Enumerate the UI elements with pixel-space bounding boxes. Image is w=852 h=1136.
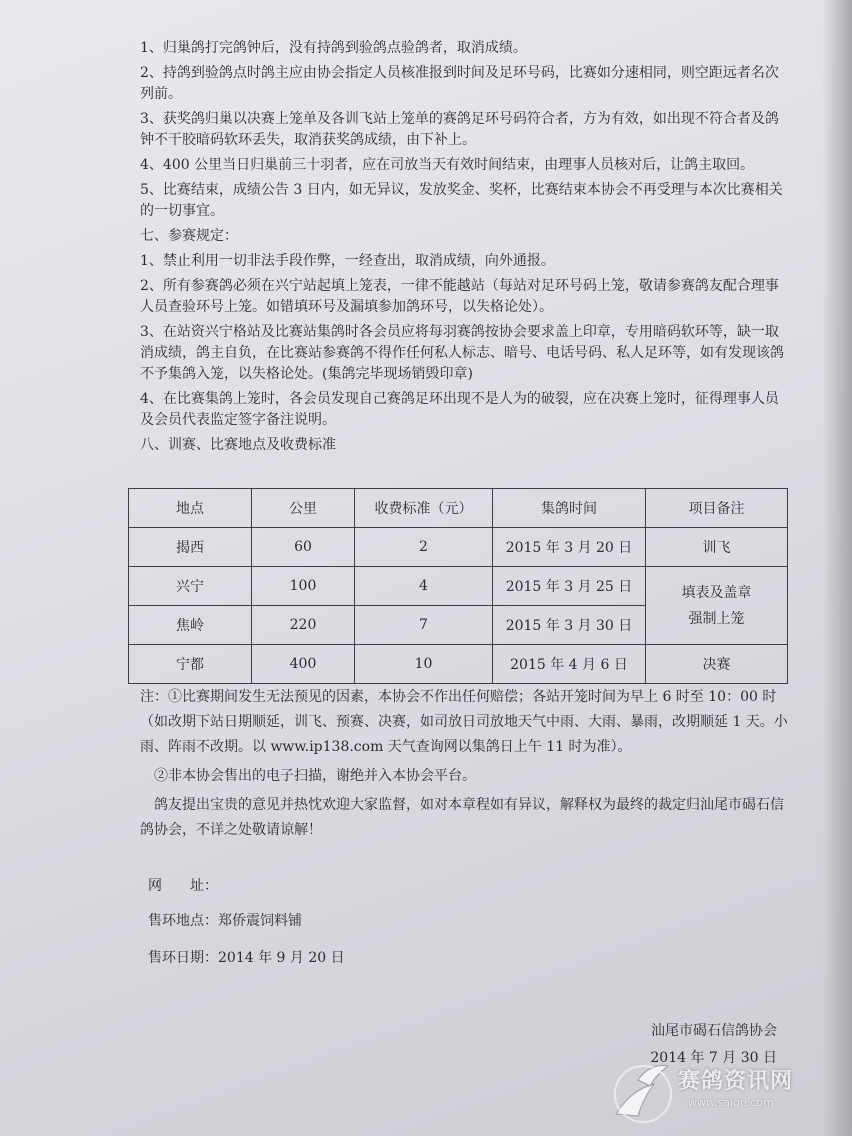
- rule-paragraph-4: 4、400 公里当日归巢前三十羽者，应在司放当天有效时间结束，由理事人员核对后，让鸽主取回。: [140, 157, 755, 173]
- remark-force-cage: 强制上笼: [688, 610, 745, 627]
- closing-statement: 鸽友提出宝贵的意见并热忱欢迎大家监督，如对本章程如有异议，解释权为最终的裁定归汕尾市碣石信鸽协会，不详之处敬请谅解！: [140, 797, 784, 838]
- cell-location: 焦岭: [129, 606, 252, 645]
- participation-rule-2: 2、所有参赛鸽必须在兴宁站起填上笼表，一律不能越站（每站对足环号码上笼，敬请参赛鸽友配合理事人员查验环号上笼。如错填环号及漏填参加鸽环号，以失格论处）。: [140, 278, 779, 315]
- watermark-title: 赛鸽资讯网: [678, 1069, 794, 1094]
- notes-section: [140, 685, 790, 847]
- ring-sale-location: 售环地点：郑侨震饲料铺: [148, 913, 302, 929]
- cell-date: 2015 年 3 月 30 日: [493, 606, 646, 645]
- header-collection-time: 集鸽时间: [493, 489, 646, 528]
- signature-org: 汕尾市碣石信鸽协会: [651, 1023, 777, 1039]
- table-row: [129, 528, 788, 567]
- ring-sale-date: 售环日期：2014 年 9 月 20 日: [148, 950, 345, 966]
- cell-fee: 10: [355, 645, 493, 684]
- participation-rule-3: 3、在站资兴宁格站及比赛站集鸽时各会员应将每羽赛鸽按协会要求盖上印章，专用暗码软环等，缺一取消成绩，鸽主自负，在比赛站参赛鸽不得作任何私人标志、暗号、电话号码、私人足环等，如有发现该鸽不予集鸽入笼，以失格论处。(集鸽完毕现场销毁印章): [140, 324, 784, 382]
- cell-date: 2015 年 4 月 6 日: [493, 645, 646, 684]
- participation-rule-4: 4、在比赛集鸽上笼时，各会员发现自己赛鸽足环出现不是人为的破裂，应在决赛上笼时，征得理事人员及会员代表监定签字备注说明。: [140, 391, 779, 428]
- cell-location: 兴宁: [129, 567, 252, 606]
- watermark-url: www.saige.com: [688, 1096, 774, 1109]
- cell-distance: 400: [252, 645, 355, 684]
- rule-paragraph-1: 1、归巢鸽打完鸽钟后，没有持鸽到验鸽点验鸽者，取消成绩。: [140, 40, 527, 56]
- note-1: 注：①比赛期间发生无法预见的因素，本协会不作出任何赔偿；各站开笼时间为早上 6 时至 10：00 时（如改期下站日期顺延，训飞、预赛、决赛，如司放日司放地天气中雨、大雨、暴雨，改期顺延 1 天。小雨、阵雨不改期。以 www.ip138.com 天气查询网以集鸽日上午 11 时为准）。: [140, 689, 788, 755]
- remark-fill-stamp: 填表及盖章: [681, 584, 752, 601]
- pigeon-icon: [608, 1058, 678, 1126]
- cell-remark-training: 训飞: [646, 528, 788, 567]
- header-remarks: 项目备注: [646, 489, 788, 528]
- website-label: 网 址：: [148, 878, 218, 894]
- cell-remark-merged: [646, 567, 788, 645]
- watermark-logo: [608, 1058, 808, 1128]
- table-header-row: [129, 489, 788, 528]
- rule-paragraph-3: 3、获奖鸽归巢以决赛上笼单及各训飞站上笼单的赛鸽足环号码符合者，方为有效，如出现不符合者及鸽钟不干胶暗码软环丢失，取消获奖鸽成绩，由下补上。: [140, 111, 779, 148]
- cell-location: 宁都: [129, 645, 252, 684]
- rules-section: [140, 38, 790, 460]
- signature-date: 2014 年 7 月 30 日: [650, 1050, 777, 1066]
- table-row: [129, 645, 788, 684]
- participation-rule-1: 1、禁止利用一切非法手段作弊，一经查出，取消成绩，向外通报。: [140, 253, 555, 269]
- paper-edge-shadow: [822, 0, 852, 1136]
- cell-date: 2015 年 3 月 25 日: [493, 567, 646, 606]
- cell-distance: 60: [252, 528, 355, 567]
- cell-date: 2015 年 3 月 20 日: [493, 528, 646, 567]
- cell-fee: 2: [355, 528, 493, 567]
- cell-distance: 220: [252, 606, 355, 645]
- section-heading-8: 八、训赛、比赛地点及收费标准: [140, 437, 336, 453]
- cell-remark-final: 决赛: [646, 645, 788, 684]
- header-distance: 公里: [252, 489, 355, 528]
- cell-fee: 4: [355, 567, 493, 606]
- cell-location: 揭西: [129, 528, 252, 567]
- header-fee: 收费标准（元）: [355, 489, 493, 528]
- cell-distance: 100: [252, 567, 355, 606]
- cell-fee: 7: [355, 606, 493, 645]
- rule-paragraph-5: 5、比赛结束，成绩公告 3 日内，如无异议，发放奖金、奖杯，比赛结束本协会不再受理与本次比赛相关的一切事宜。: [140, 182, 783, 219]
- header-location: 地点: [129, 489, 252, 528]
- rule-paragraph-2: 2、持鸽到验鸽点时鸽主应由协会指定人员核准报到时间及足环号码，比赛如分速相同，则空距远者名次列前。: [140, 65, 779, 102]
- fee-schedule-table: [128, 488, 788, 684]
- note-2: ②非本协会售出的电子扫描，谢绝并入本协会平台。: [154, 768, 476, 784]
- table-row: [129, 567, 788, 606]
- section-heading-7: 七、参赛规定：: [140, 228, 238, 244]
